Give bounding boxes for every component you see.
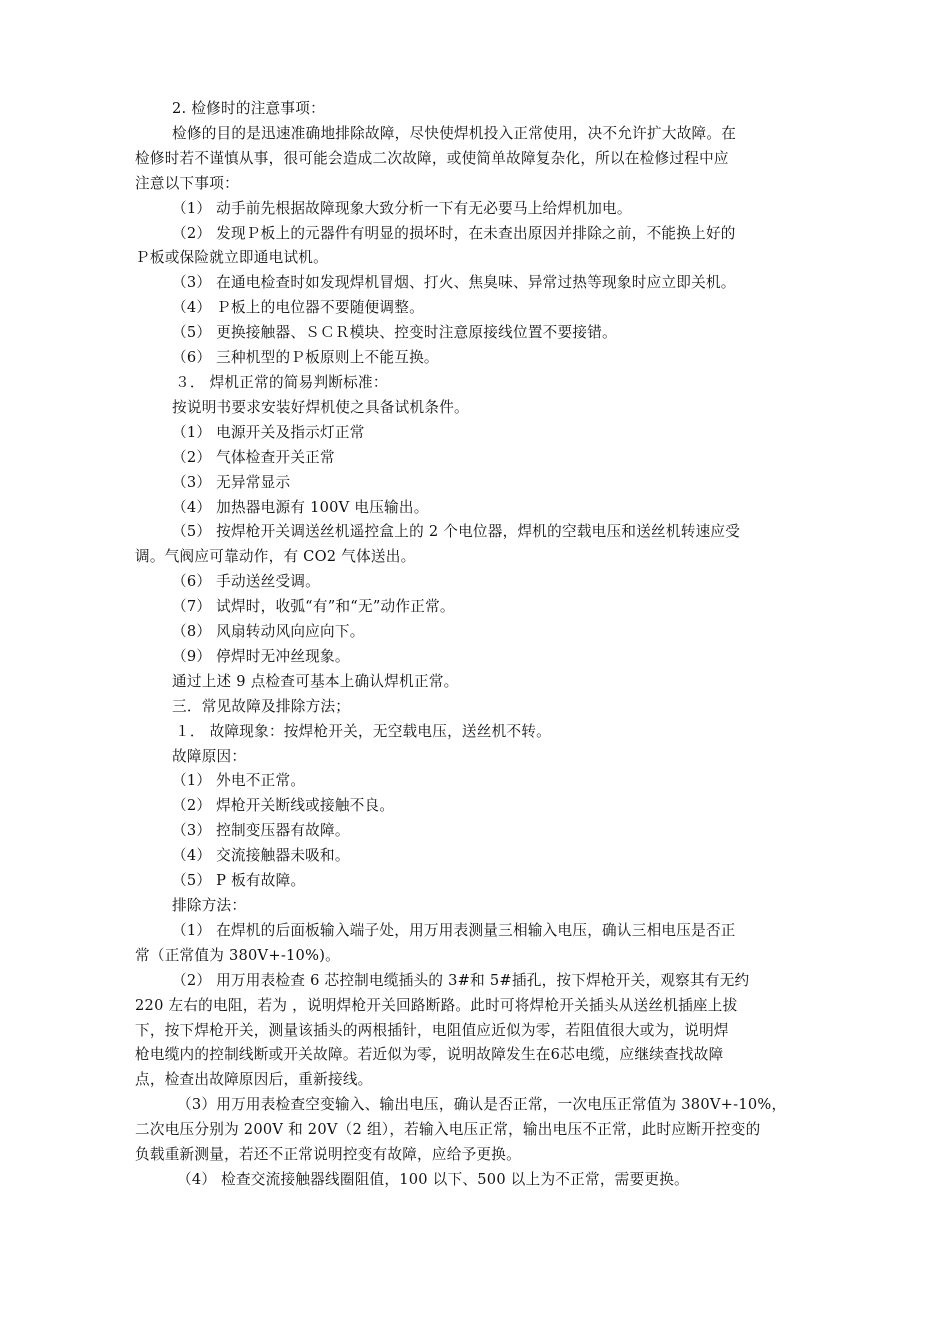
list-item: （4） 检查交流接触器线圈阻值，100 以下、500 以上为不正常，需要更换。 — [177, 1170, 689, 1188]
section-heading: ３． 焊机正常的简易判断标准： — [175, 373, 388, 391]
list-item-continuation: 常（正常值为 380V+-10%)。 — [135, 946, 340, 964]
list-item: （3） 控制变压器有故障。 — [172, 822, 350, 840]
section-heading: 三．常见故障及排除方法； — [172, 697, 351, 715]
paragraph-line: 按说明书要求安装好焊机使之具备试机条件。 — [172, 398, 469, 416]
list-item: （2） 焊枪开关断线或接触不良。 — [172, 797, 395, 815]
subsection-heading: １． 故障现象：按焊枪开关，无空载电压，送丝机不转。 — [175, 722, 551, 740]
list-item: （6） 三种机型的Ｐ板原则上不能互换。 — [172, 349, 439, 367]
list-item-continuation: 枪电缆内的控制线断或开关故障。若近似为零，说明故障发生在6芯电缆，应继续查找故障 — [135, 1046, 724, 1064]
list-item: （1） 外电不正常。 — [172, 772, 306, 790]
paragraph-line: 检修的目的是迅速准确地排除故障，尽快使焊机投入正常使用，决不允许扩大故障。在 — [172, 124, 737, 142]
list-item: （3） 无异常显示 — [172, 473, 291, 491]
paragraph-line: 故障原因： — [172, 747, 247, 765]
list-item: （7） 试焊时，收弧“有”和“无”动作正常。 — [172, 598, 455, 616]
list-item: （2） 用万用表检查 6 芯控制电缆插头的 3#和 5#插孔，按下焊枪开关，观察其有无约 — [172, 971, 750, 989]
document-body — [135, 97, 817, 1193]
list-item: （1） 在焊机的后面板输入端子处，用万用表测量三相输入电压，确认三相电压是否正 — [172, 921, 736, 939]
list-item: （2） 气体检查开关正常 — [172, 448, 335, 466]
paragraph-line: 检修时若不谨慎从事，很可能会造成二次故障，或使简单故障复杂化，所以在检修过程中应 — [135, 149, 729, 167]
list-item: （1） 动手前先根据故障现象大致分析一下有无必要马上给焊机加电。 — [172, 199, 632, 217]
list-item-continuation: 调。气阀应可靠动作，有 CO2 气体送出。 — [135, 548, 416, 566]
list-item: （4） 加热器电源有 100V 电压输出。 — [172, 498, 429, 516]
section-heading: 2. 检修时的注意事项： — [172, 100, 325, 117]
list-item: （5） 按焊枪开关调送丝机遥控盒上的 2 个电位器，焊机的空载电压和送丝机转速应受 — [172, 523, 741, 541]
list-item-continuation: 二次电压分别为 200V 和 20V（2 组），若输入电压正常，输出电压不正常，此时应断开控变的 — [135, 1121, 761, 1139]
list-item: （5） 更换接触器、ＳＣＲ模块、控变时注意原接线位置不要接错。 — [172, 324, 617, 342]
list-item-continuation: Ｐ板或保险就立即通电试机。 — [135, 249, 328, 267]
list-item: （3） 在通电检查时如发现焊机冒烟、打火、焦臭味、异常过热等现象时应立即关机。 — [172, 274, 736, 292]
list-item: （2） 发现Ｐ板上的元器件有明显的损坏时，在未查出原因并排除之前，不能换上好的 — [172, 224, 736, 242]
list-item: （8） 风扇转动风向应向下。 — [172, 623, 365, 641]
list-item-continuation: 220 左右的电阻，若为 ，说明焊枪开关回路断路。此时可将焊枪开关插头从送丝机插座上拔 — [135, 996, 738, 1014]
list-item: （6） 手动送丝受调。 — [172, 573, 321, 591]
paragraph-line: 排除方法： — [172, 897, 247, 914]
list-item: （1） 电源开关及指示灯正常 — [172, 423, 365, 441]
list-item-continuation: 下，按下焊枪开关，测量该插头的两根插针，电阻值应近似为零，若阻值很大或为，说明焊 — [135, 1021, 729, 1039]
list-item-continuation: 负载重新测量，若还不正常说明控变有故障，应给予更换。 — [135, 1146, 521, 1164]
list-item: （4） 交流接触器未吸和。 — [172, 847, 350, 865]
list-item: （5） P 板有故障。 — [172, 872, 306, 890]
list-item-continuation: 点，检查出故障原因后，重新接线。 — [135, 1071, 373, 1089]
list-item: （9） 停焊时无冲丝现象。 — [172, 647, 350, 665]
paragraph-line: 注意以下事项： — [135, 174, 239, 192]
paragraph-line: 通过上述 9 点检查可基本上确认焊机正常。 — [172, 672, 459, 690]
list-item: （4） Ｐ板上的电位器不要随便调整。 — [172, 299, 424, 317]
list-item: （3）用万用表检查空变输入、输出电压，确认是否正常，一次电压正常值为 380V+-10%， — [177, 1096, 787, 1114]
